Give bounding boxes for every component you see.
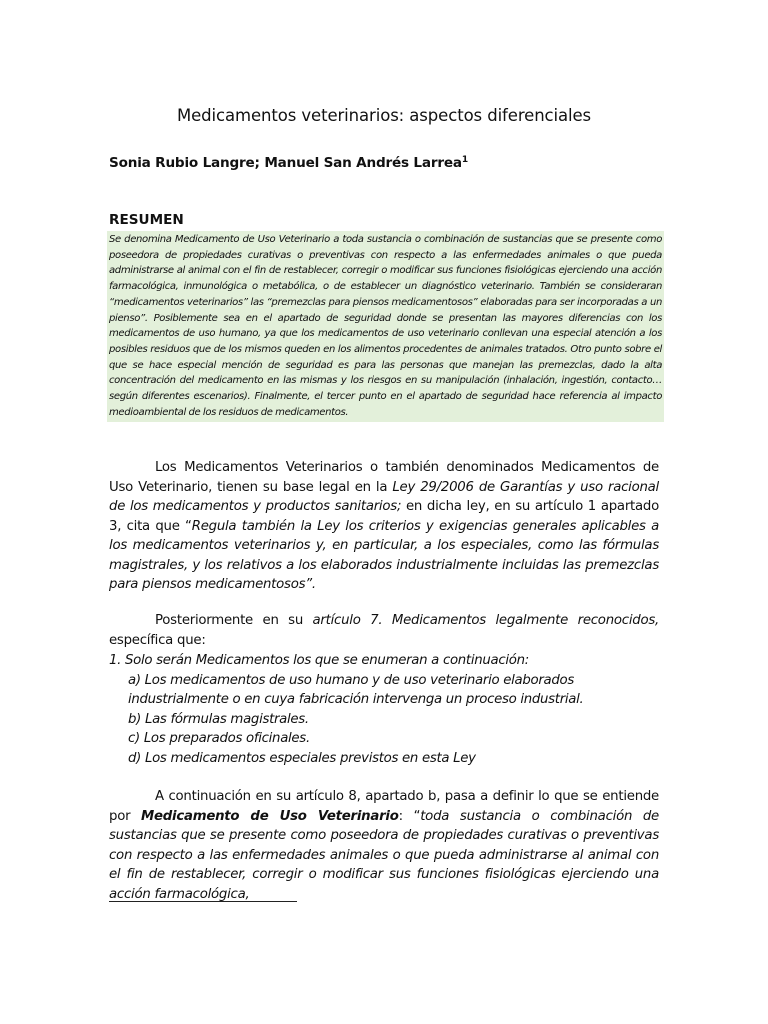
paragraph-article-7: [109, 611, 659, 650]
authors-line: [109, 155, 468, 171]
abstract-heading: RESUMEN: [109, 212, 184, 228]
p2-text-a: Posteriormente en su: [155, 613, 313, 628]
p3-text-b: : “: [398, 808, 421, 824]
p3-text-a: A continuación en su artículo 8, apartado b, pasa a definir lo que se entiende por: [109, 789, 659, 824]
p2-text-b: específica que:: [109, 632, 206, 648]
p2-article: artículo 7. Medicamentos legalmente reconocidos,: [312, 613, 659, 628]
list-item: b) Las fórmulas magistrales.: [128, 711, 309, 727]
list-item: a) Los medicamentos de uso humano y de uso veterinario elaborados industrialmente o en cuya fabricación intervenga un proceso industrial.: [128, 672, 584, 707]
medicines-list: [109, 651, 669, 768]
document-title: Medicamentos veterinarios: aspectos diferenciales: [176, 106, 592, 125]
p3-quote: toda sustancia o combinación de sustancias que se presente como poseedora de propiedades curativas o preventivas con respecto a las enfermedades animales o que pueda administrarse al animal con el fin de restablecer, corregir o modificar sus funciones fisiológicas ejerciendo una acción farmacológica,: [109, 808, 659, 902]
p1-quote: Regula también la Ley los criterios y exigencias generales aplicables a los medicamentos veterinarios y, en particular, a los especiales, como las fórmulas magistrales, y los relativos a los elaborados industrialmente incluidas las premezclas para piensos medicamentosos”.: [109, 518, 660, 592]
list-item: c) Los preparados oficinales.: [128, 731, 310, 746]
p1-law-name: Ley 29/2006 de Garantías y uso racional de los medicamentos y productos sanitarios;: [109, 479, 659, 514]
author-footnote-mark: 1: [461, 155, 468, 165]
footnote-separator: [109, 901, 297, 902]
p3-term: Medicamento de Uso Veterinario: [141, 808, 399, 824]
list-intro: 1. Solo serán Medicamentos los que se enumeran a continuación:: [109, 653, 529, 668]
paragraph-article-8: [109, 787, 659, 904]
paragraph-legal-basis: [109, 458, 659, 595]
authors-names: Sonia Rubio Langre; Manuel San Andrés Larrea: [109, 155, 462, 171]
abstract-box: Se denomina Medicamento de Uso Veterinario a toda sustancia o combinación de sustancias que se presente como poseedora de propiedades curativas o preventivas con respecto a las enfermedades animales o que pueda administrarse al animal con el fin de restablecer, corregir o modificar sus funciones fisiológicas ejerciendo una acción farmacológica, inmunológica o metabólica, o de establecer un diagnóstico veterinario. También se consideraran “medicamentos veterinarios” las “premezclas para piensos medicamentosos” elaboradas para ser incorporadas a un pienso”. Posiblemente sea en el apartado de seguridad donde se presentan las mayores diferencias con los medicamentos de uso humano, ya que los medicamentos de uso veterinario conllevan una especial atención a los posibles residuos que de los mismos queden en los alimentos procedentes de animales tratados. Otro punto sobre el que se hace especial mención de seguridad es para las personas que manejan las premezclas, dado la alta concentración del medicamento en las mismas y los riesgos en su manipulación (inhalación, ingestión, contacto… según diferentes escenarios). Finalmente, el tercer punto en el apartado de seguridad hace referencia al impacto medioambiental de los residuos de medicamentos.: [107, 231, 664, 422]
p1-text-b: en dicha ley, en su artículo 1 apartado 3, cita que “: [109, 499, 659, 534]
p1-text-a: Los Medicamentos Veterinarios o también denominados Medicamentos de Uso Veterinario, tienen su base legal en la: [109, 460, 659, 495]
list-item: d) Los medicamentos especiales previstos en esta Ley: [128, 750, 476, 766]
